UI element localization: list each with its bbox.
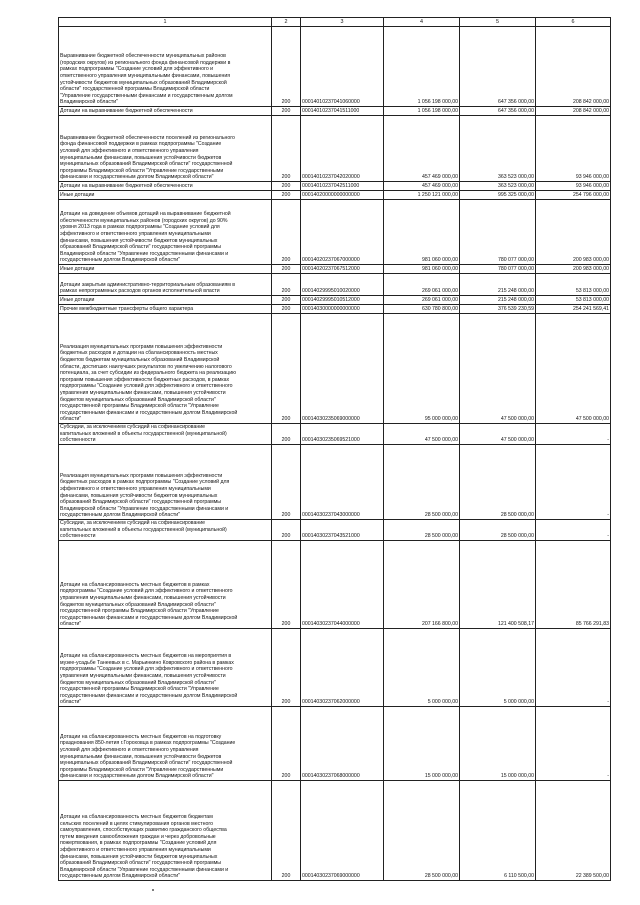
- row-amount-col6: 200 983 000,00: [536, 200, 611, 265]
- row-amount-total: 269 061 000,00: [384, 296, 460, 305]
- row-code: 200: [272, 182, 301, 191]
- row-amount-col6: 93 946 000,00: [536, 116, 611, 182]
- row-budget-code: 00014010237042020000: [301, 116, 384, 182]
- row-budget-code: 00014010237041511000: [301, 107, 384, 116]
- row-budget-code: 00014010237042511000: [301, 182, 384, 191]
- row-amount-total: 28 500 000,00: [384, 781, 460, 881]
- table-row: [59, 182, 611, 191]
- row-amount-total: 1 250 121 000,00: [384, 191, 460, 200]
- row-amount-col6: 93 946 000,00: [536, 182, 611, 191]
- table-row: [59, 200, 611, 265]
- row-description: Дотации на доведение объемов дотаций на выравнивание бюджетной обеспеченности муниципальных районов (городских округов) до 90% уровня 2013 года в рамках подпрограммы "Создание условий для эффективного и ответственного управления муниципальными финансами, повышения устойчивости бюджетов муниципальных образований Владимирской области" государственной программы Владимирской области "Управление государственными финансами и государственным долгом Владимирской области": [59, 200, 272, 265]
- row-amount-col6: 22 389 500,00: [536, 781, 611, 881]
- table-row: [59, 265, 611, 274]
- row-amount-col5: 47 500 000,00: [460, 424, 536, 445]
- row-amount-total: 207 166 800,00: [384, 541, 460, 629]
- row-amount-total: 15 000 000,00: [384, 707, 460, 781]
- scan-speck: [152, 889, 154, 891]
- row-description: Иные дотации: [59, 265, 272, 274]
- row-amount-col6: 53 813 000,00: [536, 274, 611, 296]
- row-description: Реализация муниципальных программ повышения эффективности бюджетных расходов в рамках подпрограммы "Создание условий для эффективного и ответственного управления муниципальными финансами, повышения устойчивости бюджетов муниципальных образований Владимирской области" государственной программы Владимирской области "Управление государственными финансами и государственным долгом Владимирской области": [59, 445, 272, 520]
- row-description: Дотации на сбалансированность местных бюджетов на подготовку празднования 850-летия г.Гороховца в рамках подпрограммы "Создание условий для эффективного и ответственного управления муниципальными финансами, повышения устойчивости бюджетов муниципальных образований Владимирской области" государственной программы Владимирской области "Управление государственными финансами и государственным долгом Владимирской области": [59, 707, 272, 781]
- row-amount-col5: 376 539 230,59: [460, 305, 536, 314]
- row-code: 200: [272, 27, 301, 107]
- table-row: [59, 116, 611, 182]
- row-code: 200: [272, 265, 301, 274]
- header-cell-1: 1: [59, 18, 272, 27]
- header-cell-2: 2: [272, 18, 301, 27]
- header-row: [59, 18, 611, 27]
- row-description: Иные дотации: [59, 296, 272, 305]
- row-code: 200: [272, 274, 301, 296]
- row-code: 200: [272, 541, 301, 629]
- row-amount-total: 457 469 000,00: [384, 116, 460, 182]
- table-row: [59, 424, 611, 445]
- row-amount-col6: 254 796 000,00: [536, 191, 611, 200]
- row-amount-col6: 47 500 000,00: [536, 314, 611, 424]
- row-budget-code: 00014030237062000000: [301, 629, 384, 707]
- row-code: 200: [272, 191, 301, 200]
- row-budget-code: 00014030237043000000: [301, 445, 384, 520]
- row-amount-col6: 85 766 291,83: [536, 541, 611, 629]
- row-code: 200: [272, 107, 301, 116]
- row-budget-code: 00014030235069521000: [301, 424, 384, 445]
- row-description: Субсидии, за исключением субсидий на софинансирование капитальных вложений в объекты государственной (муниципальной) собственности: [59, 520, 272, 541]
- table-row: [59, 781, 611, 881]
- row-amount-col5: 15 000 000,00: [460, 707, 536, 781]
- row-code: 200: [272, 445, 301, 520]
- row-amount-col5: 215 248 000,00: [460, 296, 536, 305]
- row-amount-col5: 6 110 500,00: [460, 781, 536, 881]
- row-amount-total: 981 060 000,00: [384, 265, 460, 274]
- row-amount-total: 95 000 000,00: [384, 314, 460, 424]
- row-amount-col5: 28 500 000,00: [460, 520, 536, 541]
- row-budget-code: 00014020000000000000: [301, 191, 384, 200]
- table-row: [59, 27, 611, 107]
- row-budget-code: 00014029995010512000: [301, 296, 384, 305]
- row-budget-code: 00014029995010020000: [301, 274, 384, 296]
- row-budget-code: 00014020237067512000: [301, 265, 384, 274]
- row-budget-code: 00014020237067000000: [301, 200, 384, 265]
- row-amount-total: 269 061 000,00: [384, 274, 460, 296]
- row-amount-total: 1 056 198 000,00: [384, 27, 460, 107]
- row-amount-col6: -: [536, 520, 611, 541]
- row-code: 200: [272, 305, 301, 314]
- row-amount-total: 1 056 198 000,00: [384, 107, 460, 116]
- row-amount-col6: 208 842 000,00: [536, 27, 611, 107]
- row-description: Выравнивание бюджетной обеспеченности поселений из регионального фонда финансовой поддержки в рамках подпрограммы "Создание условий для эффективного и ответственного управления муниципальными финансами, повышения устойчивости бюджетов муниципальных образований Владимирской области" государственной программы Владимирской области "Управление государственными финансами и государственным долгом Владимирской области": [59, 116, 272, 182]
- row-description: Дотации на сбалансированность местных бюджетов бюджетам сельских поселений в целях стимулирования органов местного самоуправления, способствующих развитию гражданского общества путем введения самообложения граждан и через добровольные пожертвования, в рамках подпрограммы "Создание условий для эффективного и ответственного управления муниципальными финансами, повышения устойчивости бюджетов муниципальных образований Владимирской области" государственной программы Владимирской области "Управление государственными финансами и государственным долгом Владимирской области": [59, 781, 272, 881]
- row-code: 200: [272, 200, 301, 265]
- table-row: [59, 191, 611, 200]
- header-cell-6: 6: [536, 18, 611, 27]
- row-description: Дотации на сбалансированность местных бюджетов в рамках подпрограммы "Создание условий для эффективного и ответственного управления муниципальными финансами, повышения устойчивости бюджетов муниципальных образований Владимирской области" государственной программы Владимирской области "Управление государственными финансами и государственным долгом Владимирской области": [59, 541, 272, 629]
- row-budget-code: 00014030237068000000: [301, 707, 384, 781]
- row-description: Прочие межбюджетные трансферты общего характера: [59, 305, 272, 314]
- row-amount-col5: 995 325 000,00: [460, 191, 536, 200]
- row-budget-code: 00014010237041060000: [301, 27, 384, 107]
- row-amount-col6: 53 813 000,00: [536, 296, 611, 305]
- table-row: [59, 707, 611, 781]
- row-amount-total: 28 500 000,00: [384, 445, 460, 520]
- row-budget-code: 00014030237069000000: [301, 781, 384, 881]
- budget-table: [58, 17, 611, 881]
- table-row: [59, 274, 611, 296]
- row-amount-col5: 121 400 508,17: [460, 541, 536, 629]
- row-amount-col6: 208 842 000,00: [536, 107, 611, 116]
- row-budget-code: 00014030000000000000: [301, 305, 384, 314]
- row-amount-col5: 780 077 000,00: [460, 200, 536, 265]
- row-code: 200: [272, 629, 301, 707]
- table-row: [59, 520, 611, 541]
- row-description: Субсидии, за исключением субсидий на софинансирование капитальных вложений в объекты государственной (муниципальной) собственности: [59, 424, 272, 445]
- row-code: 200: [272, 116, 301, 182]
- row-amount-col5: 780 077 000,00: [460, 265, 536, 274]
- row-description: Реализация муниципальных программ повышения эффективности бюджетных расходов и дотации на сбалансированность местных бюджетов бюджетам муниципальных образований Владимирской области, достигших наилучших результатов по увеличению налогового потенциала, за счет субсидии из федерального бюджета на реализацию программ повышения эффективности бюджетных расходов, в рамках подпрограммы "Создание условий для эффективного и ответственного управления муниципальными финансами, повышения устойчивости бюджетов муниципальных образований Владимирской области" государственной программы Владимирской области "Управление государственными финансами и государственным долгом Владимирской области": [59, 314, 272, 424]
- row-code: 200: [272, 424, 301, 445]
- row-amount-col6: -: [536, 424, 611, 445]
- row-amount-total: 457 469 000,00: [384, 182, 460, 191]
- header-cell-3: 3: [301, 18, 384, 27]
- row-amount-total: 630 780 800,00: [384, 305, 460, 314]
- row-amount-col5: 363 523 000,00: [460, 116, 536, 182]
- row-amount-col5: 647 356 000,00: [460, 27, 536, 107]
- row-amount-col5: 28 500 000,00: [460, 445, 536, 520]
- row-description: Дотации закрытым административно-территориальным образованиям в рамках непрограммных расходов органов исполнительной власти: [59, 274, 272, 296]
- row-code: 200: [272, 781, 301, 881]
- row-budget-code: 00014030235069000000: [301, 314, 384, 424]
- row-amount-col5: 47 500 000,00: [460, 314, 536, 424]
- table-row: [59, 107, 611, 116]
- row-amount-col5: 363 523 000,00: [460, 182, 536, 191]
- row-amount-col5: 215 248 000,00: [460, 274, 536, 296]
- table-row: [59, 305, 611, 314]
- table-row: [59, 541, 611, 629]
- table-row: [59, 314, 611, 424]
- row-amount-total: 47 500 000,00: [384, 424, 460, 445]
- row-amount-col6: -: [536, 445, 611, 520]
- row-code: 200: [272, 314, 301, 424]
- row-description: Выравнивание бюджетной обеспеченности муниципальных районов (городских округов) из регионального фонда финансовой поддержки в рамках подпрограммы "Создание условий для эффективного и ответственного управления муниципальными финансами, повышения устойчивости бюджетов муниципальных образований Владимирской области" государственной программы Владимирской области "Управление государственными финансами и государственным долгом Владимирской области": [59, 27, 272, 107]
- row-amount-col6: -: [536, 629, 611, 707]
- table-row: [59, 296, 611, 305]
- row-budget-code: 00014030237043521000: [301, 520, 384, 541]
- row-description: Дотации на сбалансированность местных бюджетов на мероприятия в музее-усадьбе Танеевых в с. Марьинкино Ковровского района в рамках подпрограммы "Создание условий для эффективного и ответственного управления муниципальными финансами, повышения устойчивости бюджетов муниципальных образований Владимирской области" государственной программы Владимирской области "Управление государственными финансами и государственным долгом Владимирской области": [59, 629, 272, 707]
- table-row: [59, 445, 611, 520]
- row-amount-col6: 200 983 000,00: [536, 265, 611, 274]
- row-description: Иные дотации: [59, 191, 272, 200]
- row-amount-total: 28 500 000,00: [384, 520, 460, 541]
- table-row: [59, 629, 611, 707]
- row-description: Дотации на выравнивание бюджетной обеспеченности: [59, 182, 272, 191]
- row-amount-col6: 254 241 569,41: [536, 305, 611, 314]
- row-amount-total: 981 060 000,00: [384, 200, 460, 265]
- row-amount-col5: 5 000 000,00: [460, 629, 536, 707]
- row-budget-code: 00014030237044000000: [301, 541, 384, 629]
- row-amount-total: 5 000 000,00: [384, 629, 460, 707]
- header-cell-4: 4: [384, 18, 460, 27]
- row-amount-col5: 647 356 000,00: [460, 107, 536, 116]
- row-code: 200: [272, 707, 301, 781]
- row-code: 200: [272, 520, 301, 541]
- row-code: 200: [272, 296, 301, 305]
- row-amount-col6: -: [536, 707, 611, 781]
- header-cell-5: 5: [460, 18, 536, 27]
- row-description: Дотации на выравнивание бюджетной обеспеченности: [59, 107, 272, 116]
